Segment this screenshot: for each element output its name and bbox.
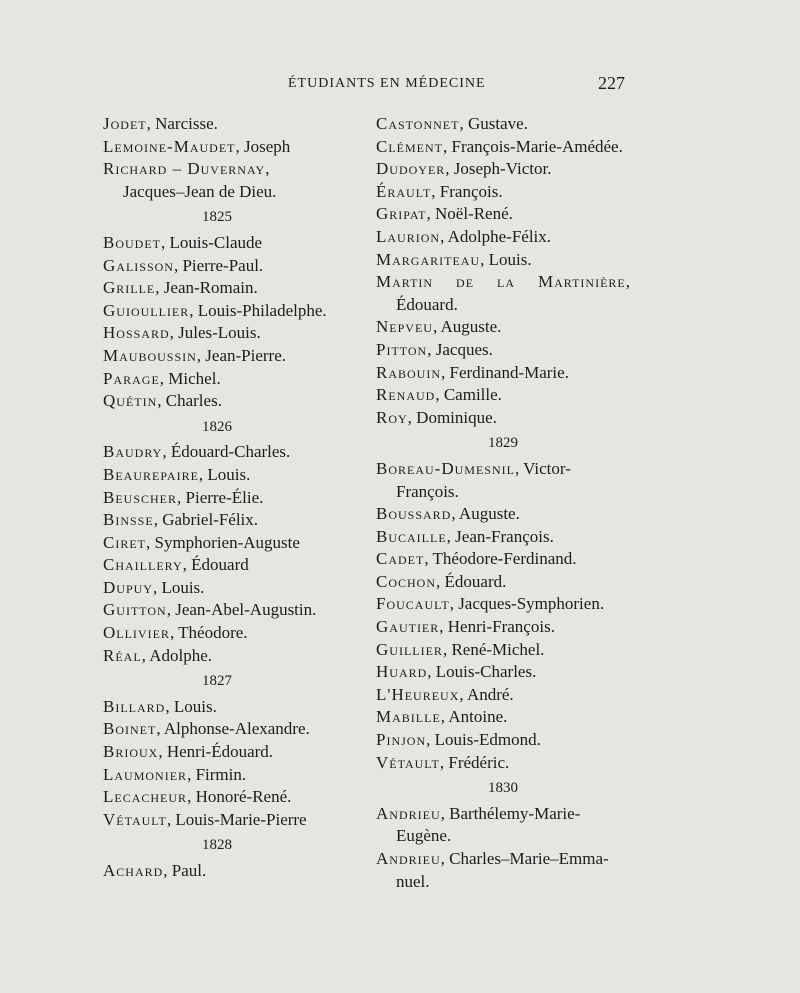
list-item: Chaillery, Édouard bbox=[103, 555, 249, 575]
surname: Chaillery bbox=[103, 555, 183, 575]
surname: Richard – Duvernay bbox=[103, 159, 266, 179]
list-item: Clément, François-Marie-Amédée. bbox=[376, 136, 623, 156]
list-item: Roy, Dominique. bbox=[376, 407, 497, 427]
given-names: Louis-Edmond. bbox=[434, 730, 541, 750]
given-names: Barthélemy-Marie-Eugène. bbox=[396, 803, 581, 846]
list-item: Laumonier, Firmin. bbox=[103, 764, 247, 784]
surname: Baudry bbox=[103, 442, 163, 462]
given-names: Édouard. bbox=[444, 571, 507, 591]
surname: Margariteau bbox=[376, 249, 481, 269]
given-names: Jean-Pierre. bbox=[205, 345, 287, 365]
given-names: Gustave. bbox=[467, 114, 528, 133]
list-item: Cochon, Édouard. bbox=[376, 571, 507, 591]
list-item: Érault, François. bbox=[376, 181, 503, 201]
list-item: Renaud, Camille. bbox=[376, 385, 502, 405]
list-item: Nepveu, Auguste. bbox=[376, 317, 502, 337]
given-names: Édouard-Charles. bbox=[170, 442, 291, 462]
list-item: Beaurepaire, Louis. bbox=[103, 464, 251, 484]
surname: L'Heureux bbox=[376, 684, 460, 704]
given-names: Noël-René. bbox=[435, 204, 513, 224]
list-item: Boussard, Auguste. bbox=[376, 504, 520, 524]
given-names: Symphorien-Auguste bbox=[154, 532, 300, 552]
surname: Castonnet bbox=[376, 114, 460, 133]
list-item: Dudoyer, Joseph-Victor. bbox=[376, 159, 552, 179]
list-item: L'Heureux, André. bbox=[376, 684, 514, 704]
surname: Lemoine-Maudet bbox=[103, 136, 236, 156]
left-column bbox=[103, 113, 331, 883]
given-names: Jean-Abel-Augustin. bbox=[175, 600, 317, 620]
given-names: Narcisse. bbox=[155, 114, 218, 133]
given-names: Louis-Charles. bbox=[435, 662, 537, 682]
list-item: Huard, Louis-Charles. bbox=[376, 662, 537, 682]
given-names: Jacques–Jean de Dieu. bbox=[123, 181, 277, 201]
year-heading: 1826 bbox=[202, 418, 232, 435]
surname: Nepveu bbox=[376, 317, 433, 337]
year-heading: 1830 bbox=[488, 780, 518, 797]
given-names: Alphonse-Alexandre. bbox=[163, 719, 310, 739]
page-header bbox=[0, 73, 800, 100]
surname: Boreau-Dumesnil bbox=[376, 458, 515, 478]
list-item: Guillier, René-Michel. bbox=[376, 639, 545, 659]
surname: Ciret bbox=[103, 532, 146, 552]
list-item: Pinjon, Louis-Edmond. bbox=[376, 730, 541, 750]
surname: Guillier bbox=[376, 639, 443, 659]
surname: Roy bbox=[376, 407, 408, 427]
list-item: Réal, Adolphe. bbox=[103, 645, 213, 665]
given-names: Louis-Claude bbox=[169, 232, 263, 252]
given-names: Louis. bbox=[173, 696, 217, 716]
given-names: Michel. bbox=[168, 368, 221, 388]
surname: Vétault bbox=[103, 809, 167, 829]
given-names: Édouard. bbox=[396, 294, 458, 314]
list-item: Mabille, Antoine. bbox=[376, 707, 508, 727]
given-names: Louis. bbox=[488, 249, 532, 269]
surname: Huard bbox=[376, 662, 428, 682]
list-item: Gautier, Henri-François. bbox=[376, 617, 555, 637]
surname: Beuscher bbox=[103, 487, 178, 507]
surname: Clément bbox=[376, 136, 443, 156]
given-names: Auguste. bbox=[458, 504, 520, 524]
surname: Lecacheur bbox=[103, 787, 188, 807]
given-names: Charles–Marie–Emma-nuel. bbox=[396, 849, 609, 891]
list-item: Brioux, Henri-Édouard. bbox=[103, 742, 274, 762]
given-names: Jacques-Symphorien. bbox=[458, 594, 605, 614]
list-item: Rabouin, Ferdinand-Marie. bbox=[376, 362, 569, 382]
surname: Boussard bbox=[376, 504, 452, 524]
list-item: Boinet, Alphonse-Alexandre. bbox=[103, 719, 310, 739]
surname: Mauboussin bbox=[103, 345, 197, 365]
given-names: Louis. bbox=[161, 577, 205, 597]
given-names: Louis-Marie-Pierre bbox=[175, 809, 307, 829]
list-item: Foucault, Jacques-Symphorien. bbox=[376, 594, 605, 614]
surname: Jodet bbox=[103, 114, 147, 133]
page-number: 227 bbox=[598, 73, 625, 93]
surname: Parage bbox=[103, 368, 160, 388]
surname: Dupuy bbox=[103, 577, 153, 597]
list-item: Ciret, Symphorien-Auguste bbox=[103, 532, 300, 552]
list-item: Hossard, Jules-Louis. bbox=[103, 323, 261, 343]
list-item: Parage, Michel. bbox=[103, 368, 221, 388]
surname: Galisson bbox=[103, 255, 174, 275]
surname: Érault bbox=[376, 181, 432, 201]
surname: Achard bbox=[103, 861, 164, 880]
surname: Dudoyer bbox=[376, 159, 446, 179]
given-names: Paul. bbox=[171, 861, 207, 880]
given-names: François-Marie-Amédée. bbox=[451, 136, 623, 156]
surname: Brioux bbox=[103, 742, 159, 762]
surname: Guioullier bbox=[103, 300, 190, 320]
list-item: Dupuy, Louis. bbox=[103, 577, 205, 597]
given-names: Joseph bbox=[243, 136, 291, 156]
surname: Rabouin bbox=[376, 362, 442, 382]
surname: Andrieu bbox=[376, 803, 441, 823]
surname: Pitton bbox=[376, 339, 428, 359]
surname: Guitton bbox=[103, 600, 167, 620]
given-names: Firmin. bbox=[195, 764, 247, 784]
given-names: Auguste. bbox=[440, 317, 502, 337]
year-heading: 1828 bbox=[202, 837, 232, 854]
given-names: Louis. bbox=[207, 464, 251, 484]
year-heading: 1825 bbox=[202, 209, 232, 226]
given-names: Louis-Philadelphe. bbox=[197, 300, 327, 320]
surname: Pinjon bbox=[376, 730, 427, 750]
given-names: Antoine. bbox=[448, 707, 508, 727]
surname: Andrieu bbox=[376, 849, 441, 868]
surname: Renaud bbox=[376, 385, 436, 405]
list-item: Beuscher, Pierre-Élie. bbox=[103, 487, 264, 507]
surname: Hossard bbox=[103, 323, 170, 343]
list-item: Castonnet, Gustave. bbox=[376, 114, 528, 133]
given-names: Joseph-Victor. bbox=[453, 159, 552, 179]
surname: Boudet bbox=[103, 232, 161, 252]
list-item: Laurion, Adolphe-Félix. bbox=[376, 226, 552, 246]
list-item: Pitton, Jacques. bbox=[376, 339, 493, 359]
list-item: Quétin, Charles. bbox=[103, 391, 222, 411]
list-item: Lemoine-Maudet, Joseph bbox=[103, 136, 291, 156]
list-item: Bucaille, Jean-François. bbox=[376, 526, 554, 546]
surname: Laurion bbox=[376, 226, 441, 246]
list-item: Boreau-Dumesnil, Victor-François. bbox=[376, 458, 571, 501]
surname: Martin de la Martinière bbox=[376, 272, 626, 292]
surname: Laumonier bbox=[103, 764, 188, 784]
list-item: Vétault, Louis-Marie-Pierre bbox=[103, 809, 307, 829]
surname: Binsse bbox=[103, 510, 154, 530]
given-names: Gabriel-Félix. bbox=[162, 510, 259, 530]
surname: Boinet bbox=[103, 719, 157, 739]
given-names: Henri-François. bbox=[447, 617, 555, 637]
surname: Foucault bbox=[376, 594, 450, 614]
given-names: Honoré-René. bbox=[195, 787, 292, 807]
list-item: Mauboussin, Jean-Pierre. bbox=[103, 345, 287, 365]
given-names: Pierre-Paul. bbox=[182, 255, 264, 275]
surname: Billard bbox=[103, 696, 166, 716]
given-names: Adolphe-Félix. bbox=[447, 226, 552, 246]
surname: Vétault bbox=[376, 752, 440, 772]
given-names: Henri-Édouard. bbox=[166, 742, 274, 762]
list-item: Vétault, Frédéric. bbox=[376, 752, 510, 772]
list-item: Gripat, Noël-René. bbox=[376, 204, 513, 224]
surname: Cochon bbox=[376, 571, 437, 591]
surname: Cadet bbox=[376, 549, 425, 569]
list-item: Billard, Louis. bbox=[103, 696, 217, 716]
list-item: Andrieu, Charles–Marie–Emma-nuel. bbox=[376, 849, 609, 891]
given-names: Jacques. bbox=[435, 339, 493, 359]
list-item: Andrieu, Barthélemy-Marie-Eugène. bbox=[376, 803, 581, 846]
given-names: Dominique. bbox=[416, 407, 497, 427]
given-names: Jean-Romain. bbox=[163, 278, 258, 298]
given-names: René-Michel. bbox=[451, 639, 545, 659]
surname: Bucaille bbox=[376, 526, 447, 546]
list-item: Ollivier, Théodore. bbox=[103, 623, 248, 643]
given-names: Théodore. bbox=[178, 623, 248, 643]
surname: Ollivier bbox=[103, 623, 170, 643]
list-item: Boudet, Louis-Claude bbox=[103, 232, 263, 252]
list-item: Richard – Duvernay, Jacques–Jean de Dieu. bbox=[103, 159, 277, 201]
surname: Gautier bbox=[376, 617, 440, 637]
list-item: Martin de la Martinière, Édouard. bbox=[376, 272, 630, 314]
year-heading: 1829 bbox=[488, 435, 518, 452]
list-item: Achard, Paul. bbox=[103, 861, 207, 880]
list-item: Guitton, Jean-Abel-Augustin. bbox=[103, 600, 317, 620]
given-names: François. bbox=[439, 181, 503, 201]
given-names: Édouard bbox=[191, 555, 249, 575]
given-names: Ferdinand-Marie. bbox=[449, 362, 569, 382]
surname: Grille bbox=[103, 278, 156, 298]
list-item: Lecacheur, Honoré-René. bbox=[103, 787, 292, 807]
given-names: Frédéric. bbox=[448, 752, 510, 772]
given-names: André. bbox=[466, 684, 514, 704]
given-names: Camille. bbox=[443, 385, 502, 405]
given-names: Pierre-Élie. bbox=[185, 487, 264, 507]
surname: Beaurepaire bbox=[103, 464, 199, 484]
running-title: ÉTUDIANTS EN MÉDECINE bbox=[288, 76, 486, 91]
list-item: Galisson, Pierre-Paul. bbox=[103, 255, 264, 275]
list-item: Guioullier, Louis-Philadelphe. bbox=[103, 300, 327, 320]
right-column bbox=[376, 113, 630, 893]
list-item: Grille, Jean-Romain. bbox=[103, 278, 258, 298]
given-names: Jules-Louis. bbox=[178, 323, 261, 343]
given-names: Adolphe. bbox=[149, 645, 213, 665]
surname: Quétin bbox=[103, 391, 158, 411]
given-names: Victor-François. bbox=[396, 458, 571, 501]
list-item: Baudry, Édouard-Charles. bbox=[103, 442, 291, 462]
given-names: Charles. bbox=[165, 391, 222, 411]
year-heading: 1827 bbox=[202, 673, 232, 690]
surname: Réal bbox=[103, 645, 142, 665]
list-item: Binsse, Gabriel-Félix. bbox=[103, 510, 259, 530]
surname: Mabille bbox=[376, 707, 441, 727]
given-names: Théodore-Ferdinand. bbox=[432, 549, 577, 569]
list-item: Margariteau, Louis. bbox=[376, 249, 532, 269]
given-names: Jean-François. bbox=[455, 526, 554, 546]
surname: Gripat bbox=[376, 204, 427, 224]
list-item: Cadet, Théodore-Ferdinand. bbox=[376, 549, 577, 569]
list-item: Jodet, Narcisse. bbox=[103, 114, 218, 133]
